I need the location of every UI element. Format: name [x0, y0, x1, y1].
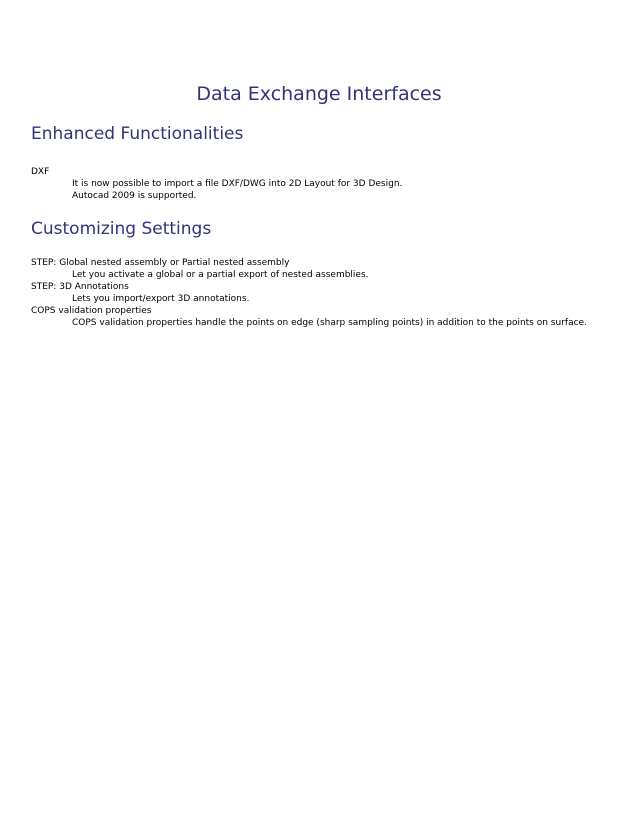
entry-description: Let you activate a global or a partial export of nested assemblies.: [72, 270, 369, 280]
customizing-settings-entries: [31, 257, 587, 329]
enhanced-functionalities-entries: [31, 166, 402, 202]
document-title: Data Exchange Interfaces: [196, 83, 442, 105]
entry-step-nested-assembly: [31, 257, 587, 281]
section-heading-enhanced-functionalities: Enhanced Functionalities: [31, 124, 244, 144]
entry-dxf: [31, 166, 402, 202]
entry-term: STEP: Global nested assembly or Partial nested assembly: [31, 258, 290, 268]
entry-term: DXF: [31, 167, 50, 177]
entry-description: Autocad 2009 is supported.: [72, 191, 197, 201]
entry-term: COPS validation properties: [31, 306, 152, 316]
entry-term: STEP: 3D Annotations: [31, 282, 129, 292]
entry-description: It is now possible to import a file DXF/DWG into 2D Layout for 3D Design.: [72, 179, 403, 189]
entry-description: COPS validation properties handle the points on edge (sharp sampling points) in addition to the points on surface.: [72, 318, 587, 328]
section-heading-customizing-settings: Customizing Settings: [31, 219, 212, 239]
entry-step-3d-annotations: [31, 281, 587, 305]
entry-cops-validation-properties: [31, 305, 587, 329]
entry-description: Lets you import/export 3D annotations.: [72, 294, 250, 304]
